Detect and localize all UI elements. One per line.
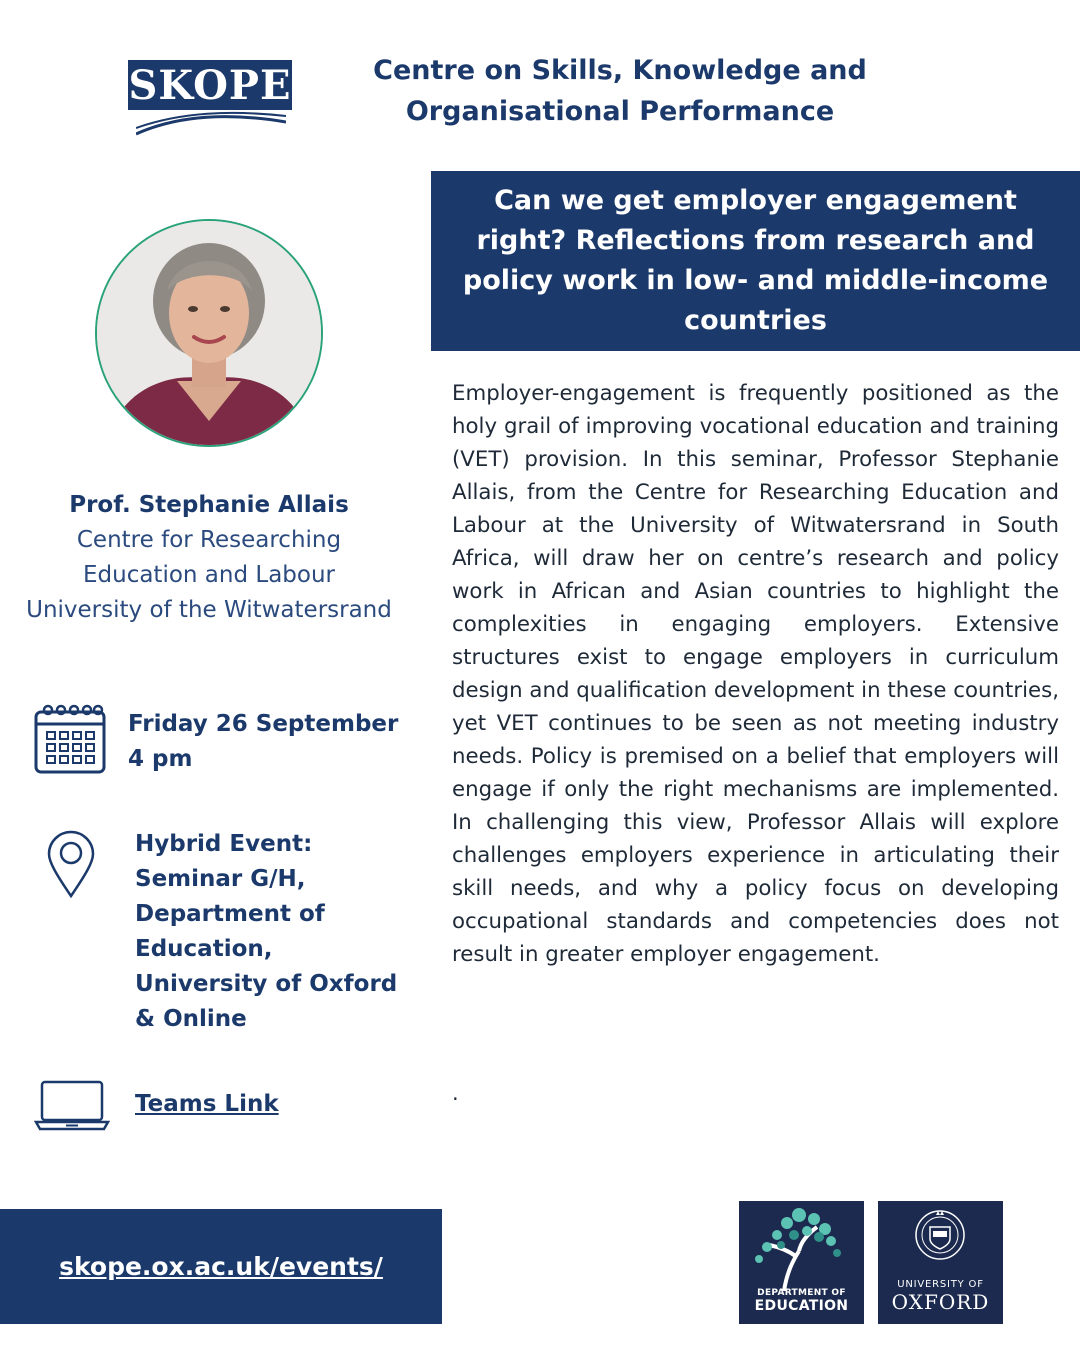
location-line: University of Oxford: [135, 971, 398, 997]
skope-logo-text: SKOPE: [128, 61, 292, 109]
location-line: & Online: [135, 1006, 247, 1032]
events-url-link[interactable]: skope.ox.ac.uk/events/: [59, 1252, 383, 1281]
header-title: [330, 50, 910, 132]
teams-link[interactable]: Teams Link: [135, 1091, 279, 1117]
tree-icon: [739, 1201, 864, 1291]
seminar-abstract: Employer-engagement is frequently positioned as the holy grail of improving vocational education and training (VET) provision. In this seminar, Professor Stephanie Allais, from the Centre for Researching Education and Labour at the University of Witwatersrand in South Africa, will draw her on centre’s research and policy work in African and Asian countries to highlight the complexities in engaging employers. Extensive structures exist to engage employers in curriculum design and qualification development in these countries, yet VET continues to be seen as not meeting industry needs. Policy is premised on a belief that employers will engage if only the right mechanisms are implemented. In challenging this view, Professor Allais will explore challenges employers experience in articulating their skill needs, and why a policy focus on developing occupational standards and competencies does not result in greater employer engagement.: [452, 381, 1059, 967]
dept-logo-line2: EDUCATION: [754, 1298, 849, 1314]
university-of-oxford-logo: [878, 1201, 1003, 1324]
skope-logo: [128, 58, 292, 138]
oxford-crest-icon: [878, 1201, 1003, 1281]
oxford-logo-line2: OXFORD: [891, 1290, 990, 1314]
oxford-logo-line1: UNIVERSITY OF: [897, 1279, 984, 1290]
footer-bar: [0, 1209, 442, 1324]
location-line: Department of: [135, 901, 325, 927]
location-line: Education,: [135, 936, 273, 962]
speaker-affiliation-line3: University of the Witwatersrand: [26, 597, 392, 623]
abstract-trailing-mark: .: [452, 1081, 459, 1105]
department-of-education-logo: [739, 1201, 864, 1324]
speaker-photo: [95, 219, 323, 447]
location-line: Seminar G/H,: [135, 866, 306, 892]
speaker-affiliation-line2: Education and Labour: [82, 562, 335, 588]
event-time: 4 pm: [128, 746, 193, 772]
event-location: [135, 827, 420, 1037]
event-date: Friday 26 September: [128, 711, 399, 737]
skope-logo-swoosh: [136, 108, 286, 138]
calendar-icon: [34, 702, 106, 774]
seminar-title: Can we get employer engagement right? Reflections from research and policy work in low- and middle-income countries: [462, 185, 1049, 336]
laptop-icon: [34, 1080, 110, 1132]
location-line: Hybrid Event:: [135, 831, 313, 857]
header-title-line1: Centre on Skills, Knowledge and: [373, 55, 867, 86]
seminar-title-box: [431, 171, 1080, 351]
location-pin-icon: [46, 830, 96, 898]
header-title-line2: Organisational Performance: [405, 96, 835, 127]
speaker-affiliation-line1: Centre for Researching: [76, 527, 342, 553]
speaker-name: Prof. Stephanie Allais: [69, 492, 349, 518]
speaker-info: [0, 488, 418, 628]
dept-logo-line1: DEPARTMENT OF: [757, 1288, 846, 1298]
event-datetime: [128, 707, 418, 777]
